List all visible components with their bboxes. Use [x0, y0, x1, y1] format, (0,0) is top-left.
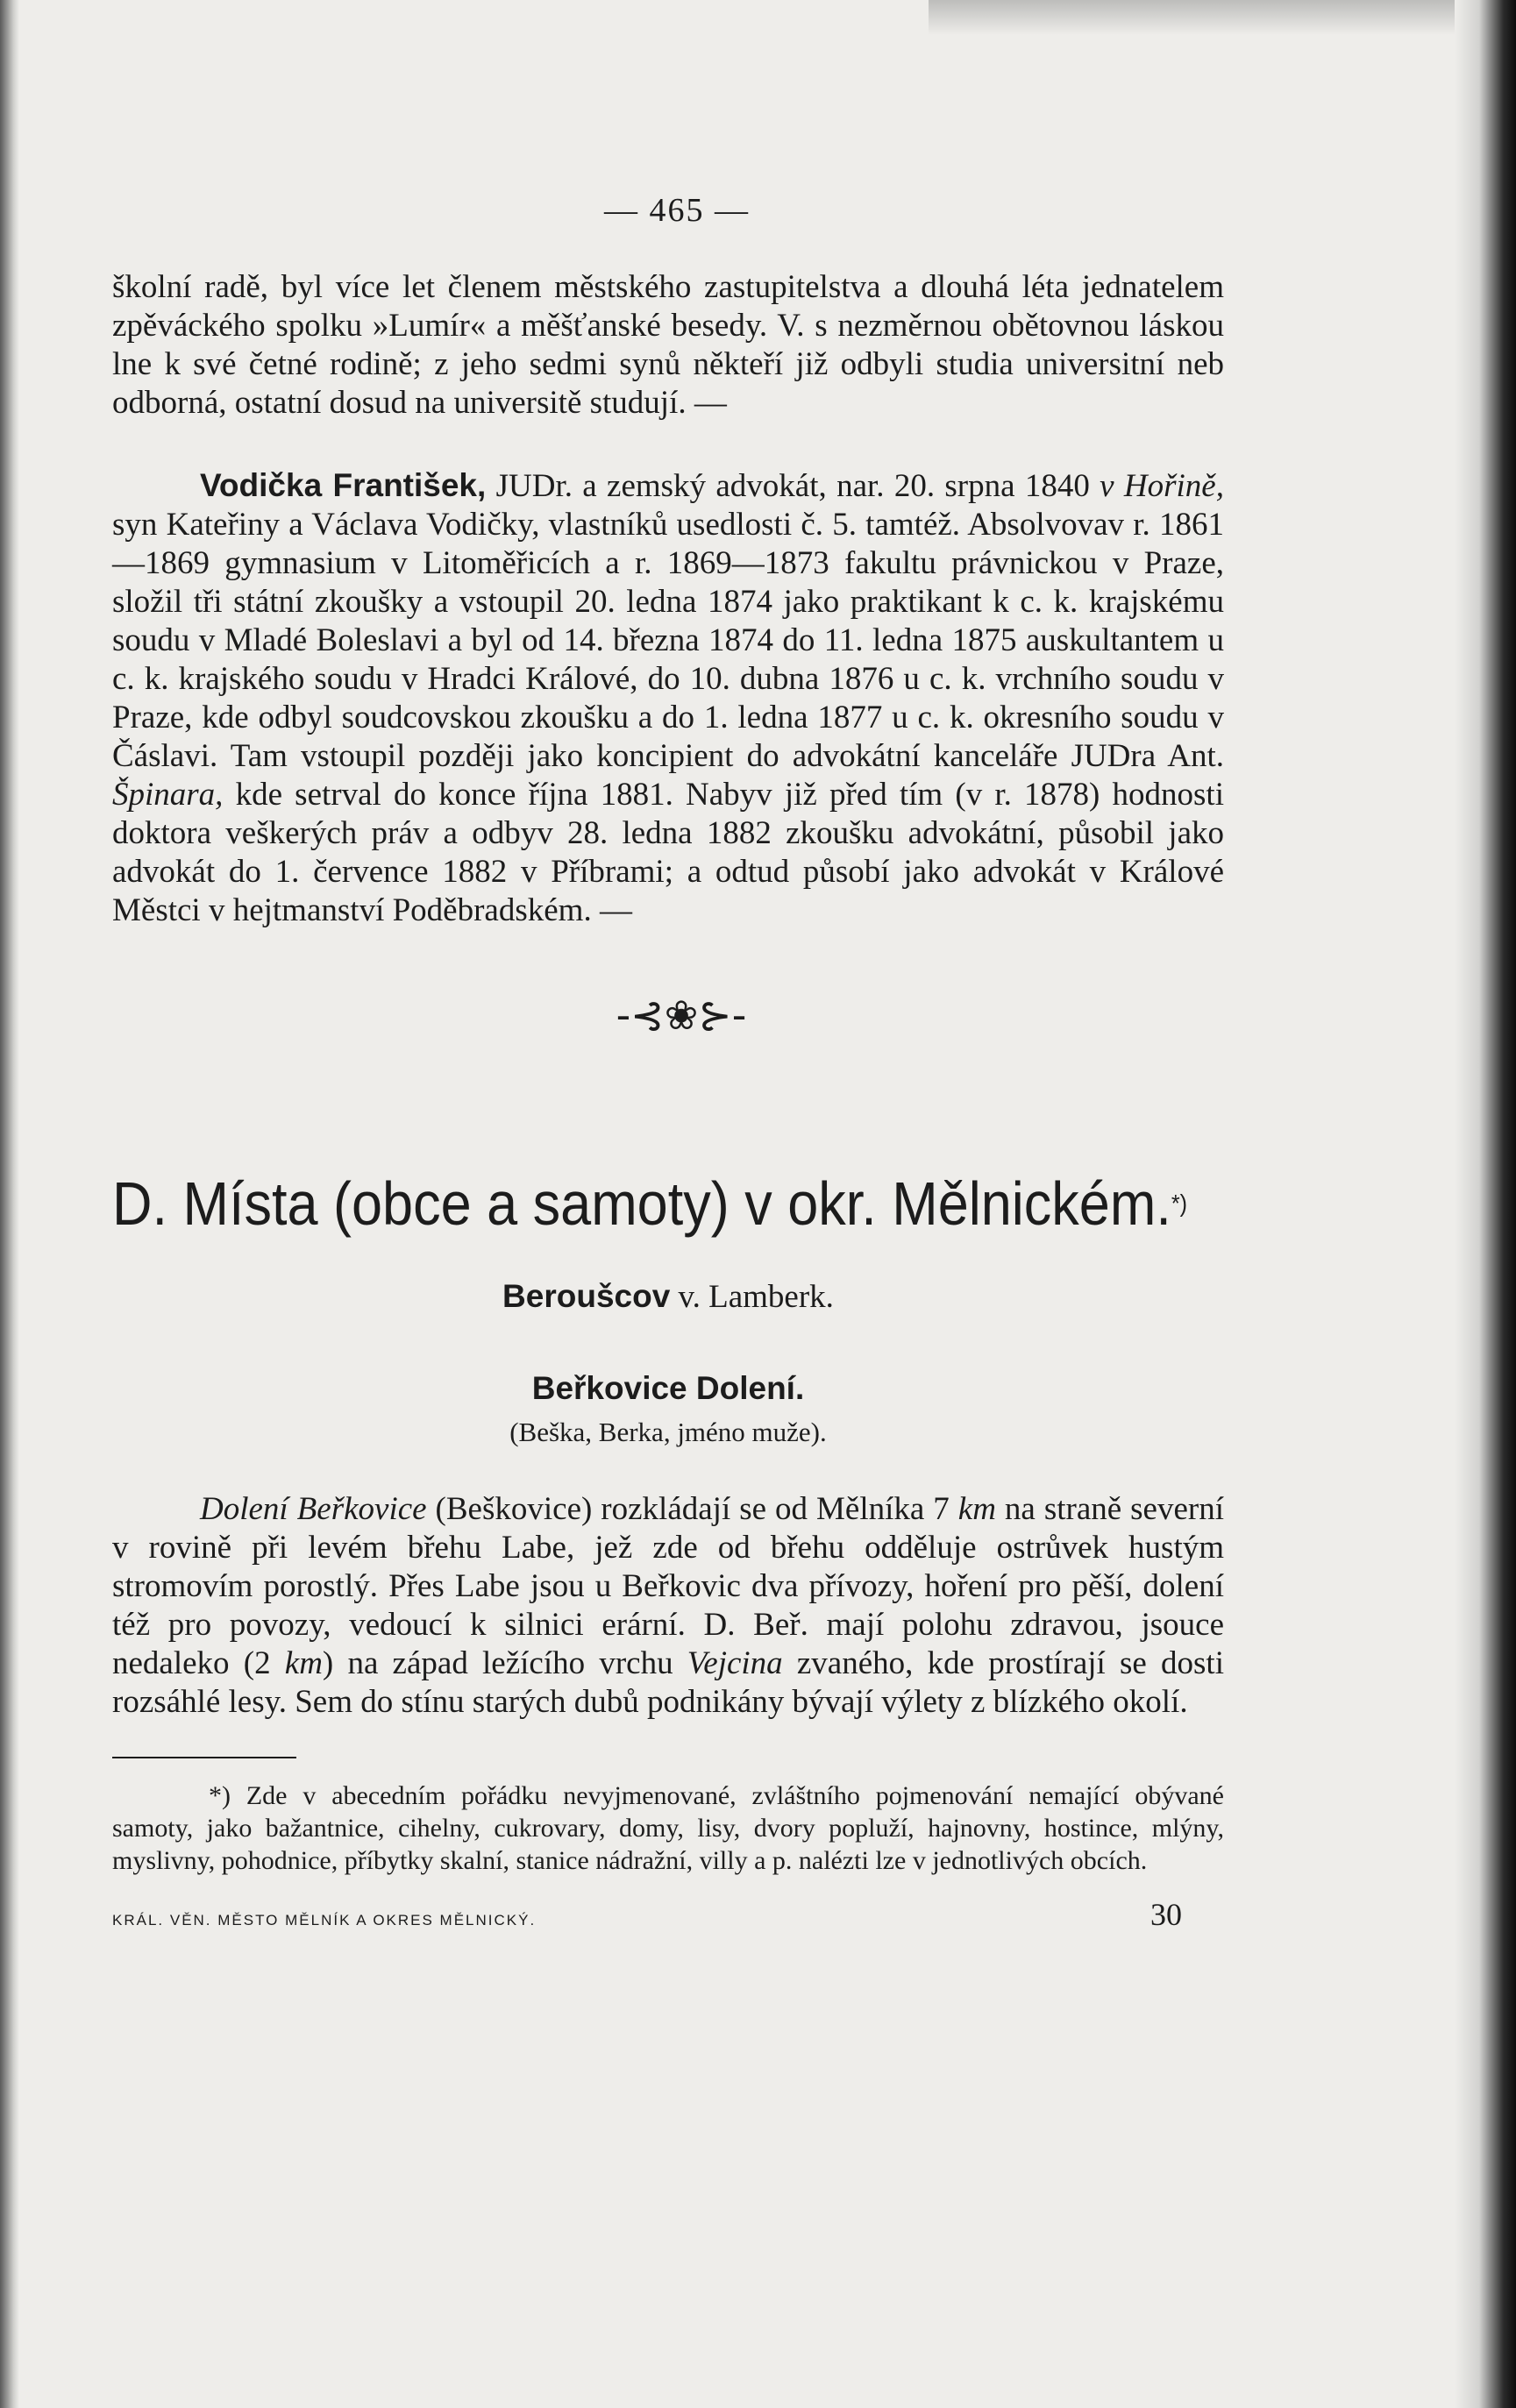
- page-number: — 465 —: [604, 192, 750, 229]
- entry-person: Špinara,: [112, 777, 224, 813]
- footer-signature: KRÁL. VĚN. MĚSTO MĚLNÍK A OKRES MĚLNICKÝ.: [112, 1912, 537, 1929]
- footer-sheet-number: 30: [1150, 1897, 1182, 1932]
- entry-vodicka: [112, 466, 1224, 930]
- heading-berouskov: [112, 1277, 1224, 1317]
- paragraph-berkovice: [112, 1490, 1224, 1722]
- entry-place: v Hořině,: [1100, 468, 1224, 504]
- page-edge-top: [929, 0, 1455, 35]
- berkovice-unit-2: km: [284, 1645, 323, 1681]
- paragraph-intro: školní radě, byl více let členem městského zastupitelstva a dlouhá léta jednatelem zpěváckého spolku »Lumír« a měšťanské besedy. V. s nezměrnou obětovnou láskou lne k své četné rodině; z jeho sedmi synů někteří již odbyli studia universitní neb odborná, ostatní dosud na universitě studují. —: [112, 269, 1224, 421]
- heading-berkovice-sub: (Beška, Berka, jméno muže).: [509, 1417, 827, 1447]
- heading-berouskov-rest: v. Lamberk.: [670, 1279, 834, 1315]
- page-footer: [112, 1896, 1224, 1933]
- heading-berouskov-name: Beroušcov: [502, 1278, 671, 1314]
- berkovice-text-4: zvaného, kde prostírají se dosti rozsáhlé lesy. Sem do stínu starých dubů podnikány bývají výlety z blízkého okolí.: [112, 1645, 1224, 1720]
- section-title-text: D. Místa (obce a samoty) v okr. Mělnickém.: [112, 1169, 1171, 1238]
- berkovice-text-3: ) na západ ležícího vrchu: [322, 1645, 687, 1681]
- entry-text-1: JUDr. a zemský advokát, nar. 20. srpna 1840: [486, 468, 1100, 504]
- berkovice-text-2: na straně severní v rovině při levém břehu Labe, jež zde od břehu odděluje ostrůvek hustým stromovím porostlý. Přes Labe jsou u Beřkovic dva přívozy, hoření pro pěší, dolení též pro povozy, vedoucí k silnici erární. D. Beř. mají polohu zdravou, jsouce nedaleko (2: [112, 1491, 1224, 1681]
- page-edge-left: [0, 0, 19, 2408]
- page-edge-right: [1455, 0, 1516, 2408]
- footnote: *) Zde v abecedním pořádku nevyjmenované, zvláštního pojmenování nemající obývané samoty, jako bažantnice, cihelny, cukrovary, domy, lisy, dvory popluží, hajnovny, hostince, mlýny, myslivny, pohodnice, příbytky skalní, stanice nádražní, villy a p. nalézti lze v jednotlivých obcích.: [112, 1781, 1224, 1875]
- section-title: [112, 1168, 1188, 1239]
- section-title-mark: *): [1171, 1190, 1188, 1217]
- berkovice-hill: Vejcina: [687, 1645, 783, 1681]
- entry-name: Vodička František,: [200, 467, 487, 503]
- footnote-divider: [112, 1757, 296, 1758]
- ornament-divider: -⊰❀⊱-: [616, 991, 747, 1039]
- entry-text-3: kde setrval do konce října 1881. Nabyv již před tím (v r. 1878) hodnosti doktora veškerých práv a odbyv 28. ledna 1882 zkoušku advokátní, působil jako advokát do 1. července 1882 v Příbrami; a odtud působí jako advokát v Králové Městci v hejtmanství Poděbradském. —: [112, 777, 1224, 928]
- berkovice-unit-1: km: [957, 1491, 996, 1527]
- heading-berkovice: Beřkovice Dolení.: [531, 1370, 805, 1406]
- entry-text-2: syn Kateřiny a Václava Vodičky, vlastníků usedlosti č. 5. tamtéž. Absolvovav r. 1861—1869 gymnasium v Litoměřicích a r. 1869—1873 fakultu právnickou v Praze, složil tři státní zkoušky a vstoupil 20. ledna 1874 jako praktikant k c. k. krajskému soudu v Mladé Boleslavi a byl od 14. března 1874 do 11. ledna 1875 auskultantem u c. k. krajského soudu v Hradci Králové, do 10. dubna 1876 u c. k. vrchního soudu v Praze, kde odbyl soudcovskou zkoušku a do 1. ledna 1877 u c. k. okresního soudu v Čáslavi. Tam vstoupil později jako koncipient do advokátní kanceláře JUDra Ant.: [112, 507, 1224, 774]
- berkovice-text-1: (Beškovice) rozkládají se od Mělníka 7: [426, 1491, 958, 1527]
- berkovice-italic-name: Dolení Beřkovice: [200, 1491, 427, 1527]
- page-content: [112, 191, 1224, 1933]
